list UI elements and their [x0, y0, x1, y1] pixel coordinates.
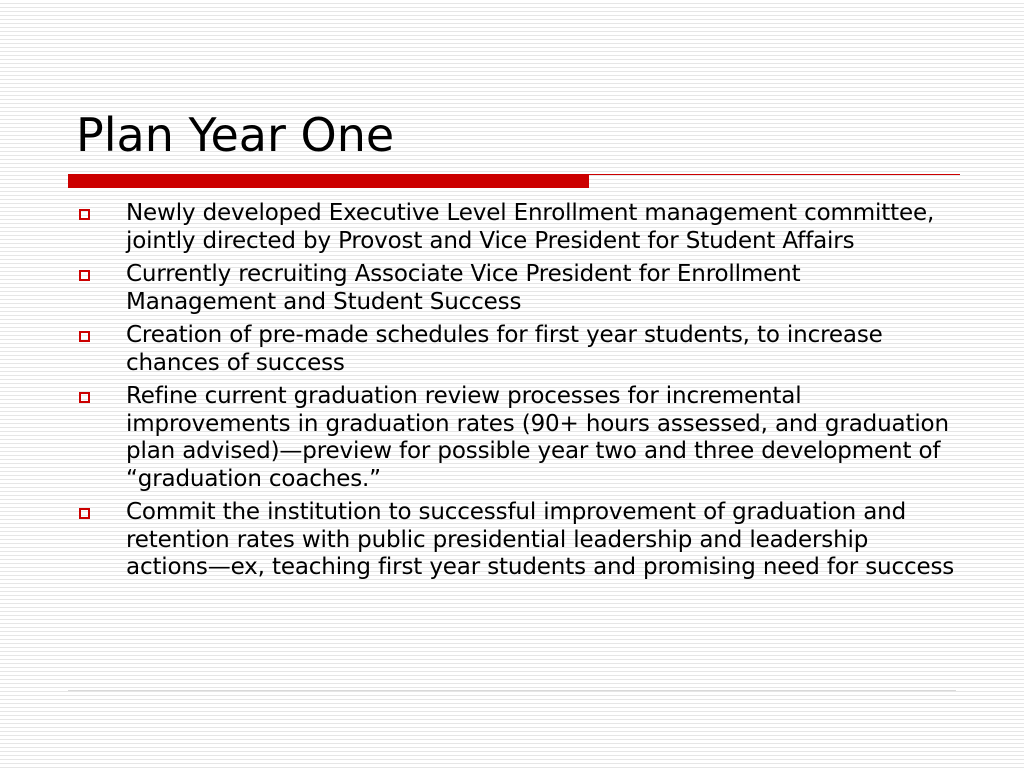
- bullet-text: Currently recruiting Associate Vice President for Enrollment Management and Student Success: [126, 261, 801, 315]
- bullet-list: [76, 200, 956, 588]
- hollow-square-bullet-icon: [76, 200, 126, 227]
- bullet-item: [76, 383, 956, 493]
- bullet-text: Newly developed Executive Level Enrollment management committee, jointly directed by Provost and Vice President for Student Affairs: [126, 200, 935, 254]
- hollow-square-bullet-icon: [76, 383, 126, 410]
- bullet-text: Commit the institution to successful improvement of graduation and retention rates with public presidential leadership and leadership actions—ex, teaching first year students and promising need for success: [126, 499, 955, 580]
- footer-divider: [68, 690, 956, 691]
- title-underline-accent-bar: [68, 174, 589, 188]
- hollow-square-bullet-icon: [76, 322, 126, 349]
- title-underline-thin-line: [589, 174, 960, 175]
- hollow-square-bullet-icon: [76, 499, 126, 526]
- bullet-item: [76, 200, 956, 255]
- bullet-text: Creation of pre-made schedules for first year students, to increase chances of success: [126, 322, 883, 376]
- bullet-item: [76, 499, 956, 582]
- bullet-item: [76, 261, 956, 316]
- slide-title: Plan Year One: [76, 108, 395, 162]
- bullet-text: Refine current graduation review processes for incremental improvements in graduation rates (90+ hours assessed, and graduation plan advised)—preview for possible year two and three development of “graduation coaches.”: [126, 383, 949, 492]
- hollow-square-bullet-icon: [76, 261, 126, 288]
- bullet-item: [76, 322, 956, 377]
- title-underline: [68, 174, 960, 188]
